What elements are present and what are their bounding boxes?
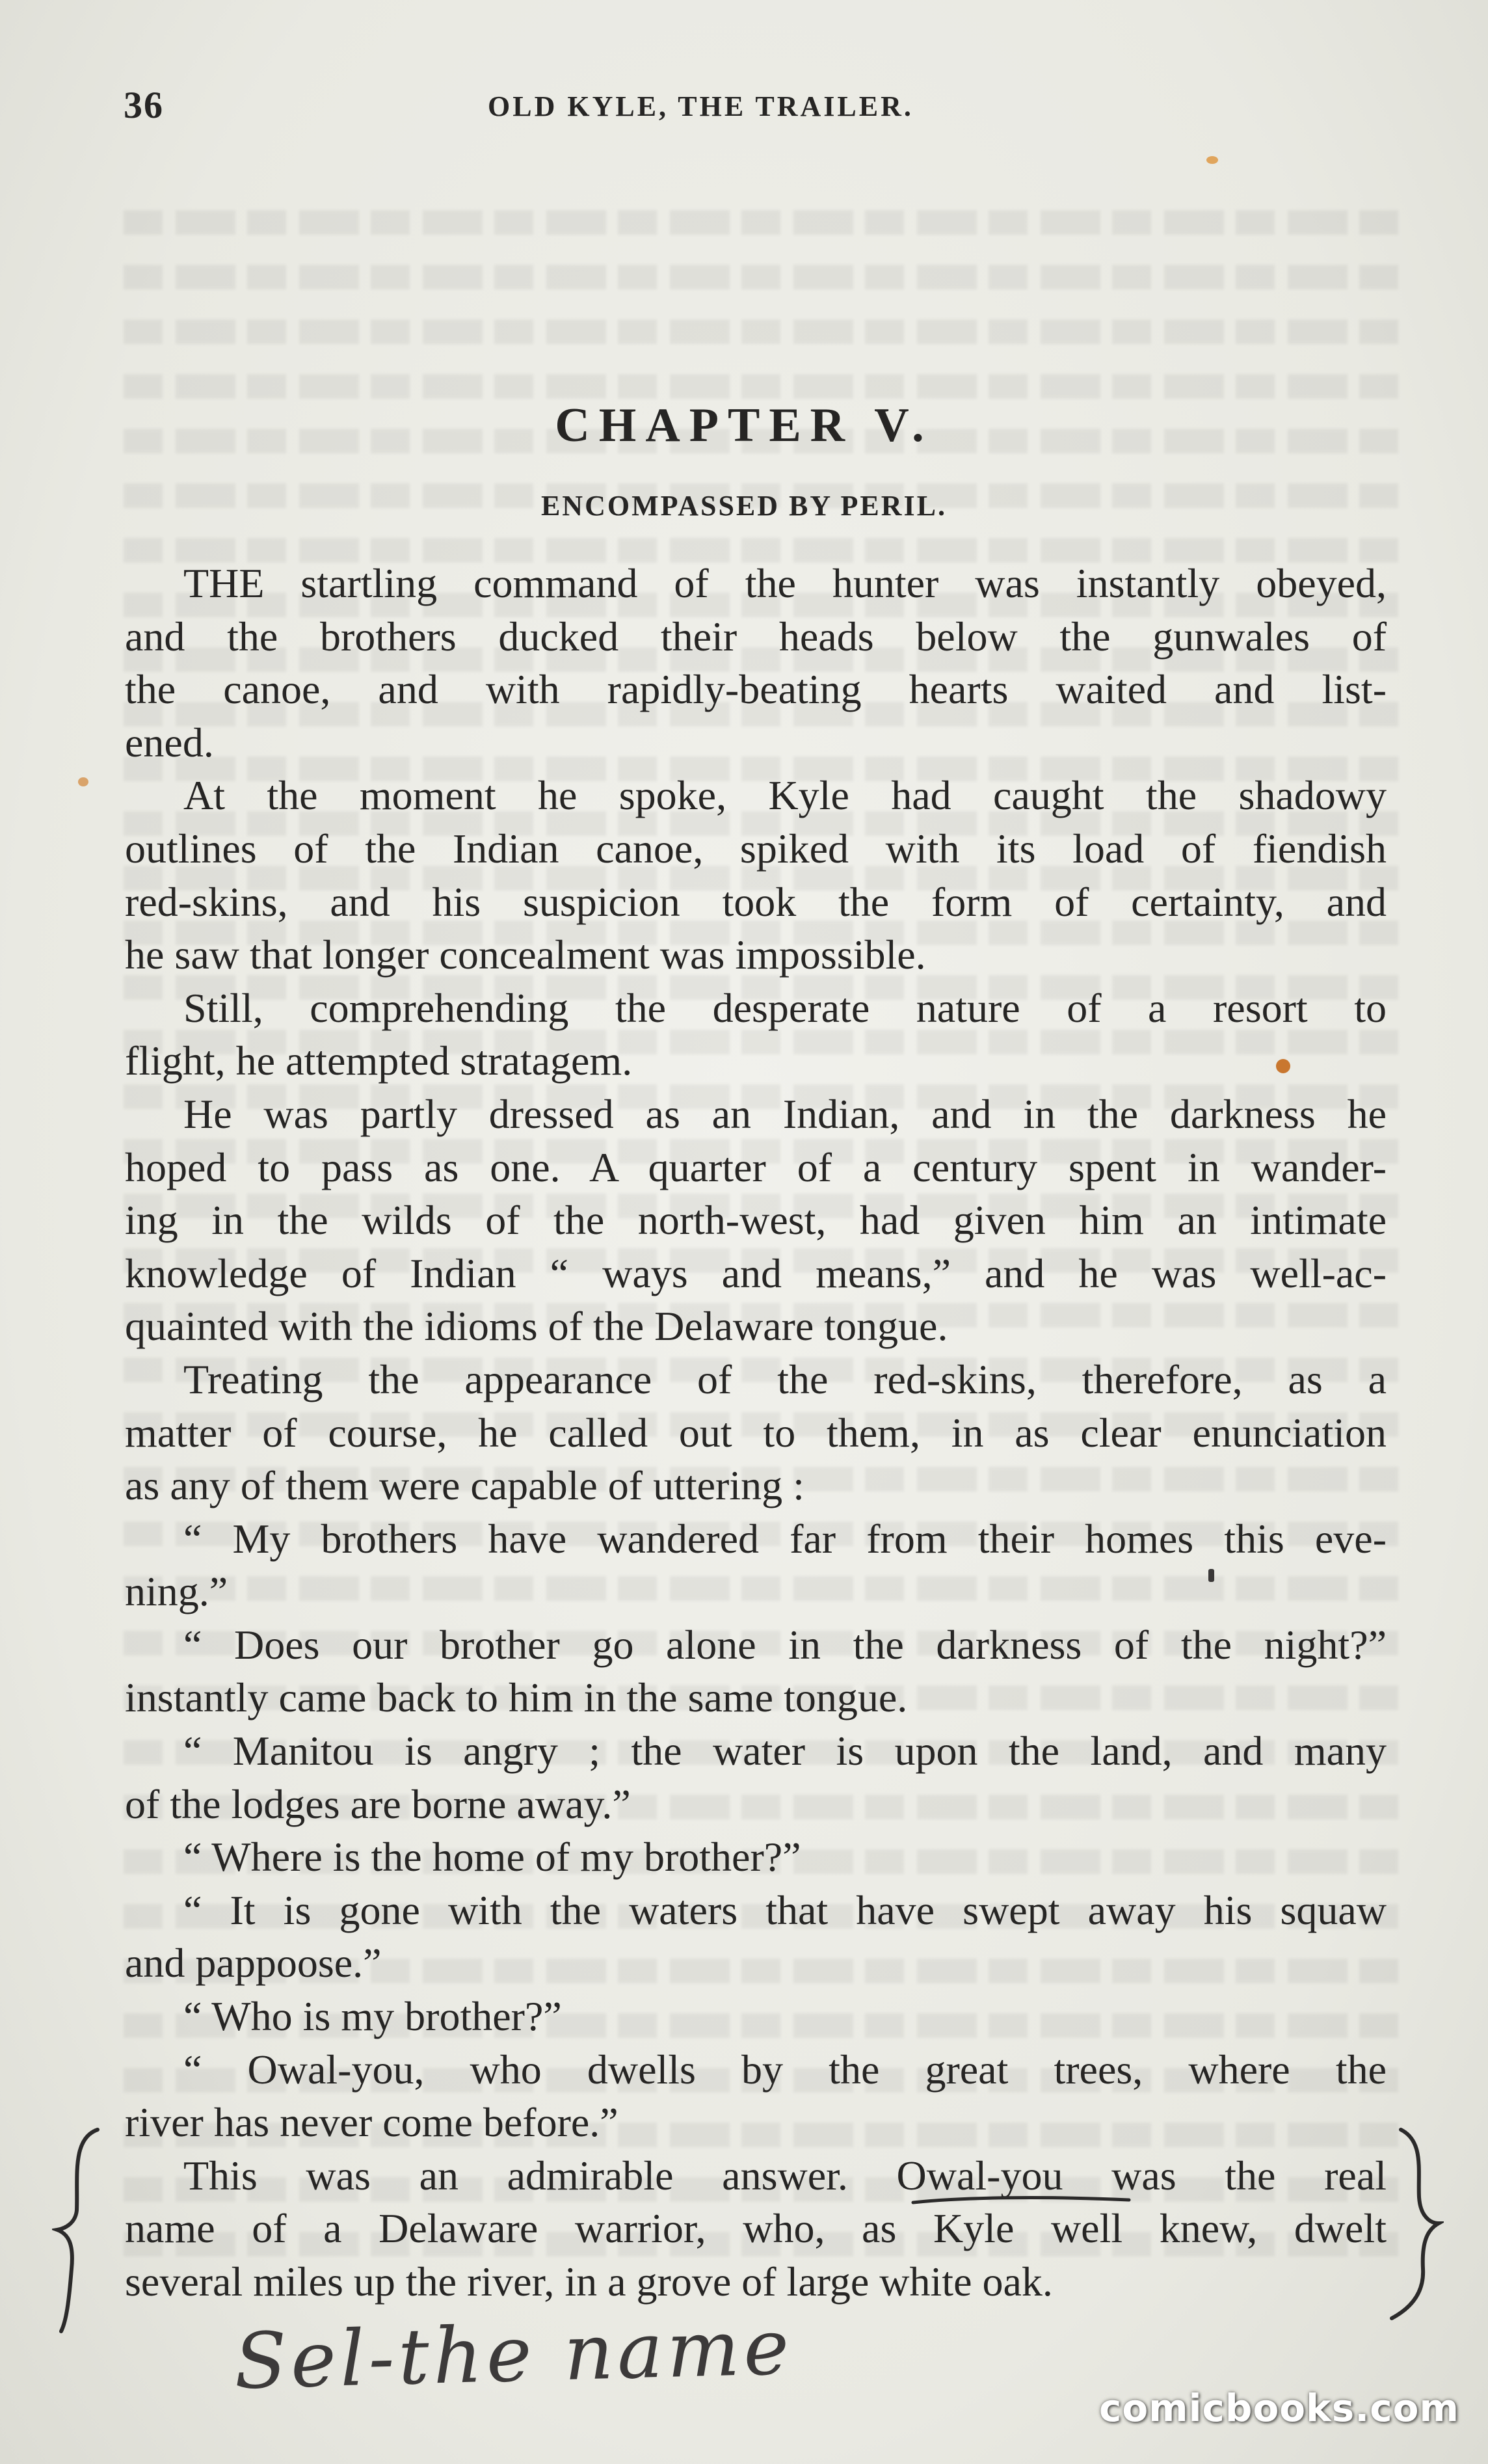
show-through-line xyxy=(124,374,1398,399)
text-line: matter of course, he called out to them, in as clear enunciation xyxy=(125,1409,1387,1456)
text-line: of the lodges are borne away.” xyxy=(125,1780,631,1827)
text-line: the canoe, and with rapidly-beating hearts waited and list- xyxy=(125,666,1387,713)
text-line: “ My brothers have wandered far from their homes this eve- xyxy=(183,1515,1387,1562)
text-line: ened. xyxy=(125,719,214,766)
chapter-title: CHAPTER V. xyxy=(555,399,933,452)
text-line: several miles up the river, in a grove of large white oak. xyxy=(125,2258,1053,2305)
text-line: hoped to pass as one. A quarter of a century spent in wander- xyxy=(125,1144,1387,1190)
body-text xyxy=(125,557,1387,2309)
text-line: and pappoose.” xyxy=(125,1940,382,1987)
text-line: Still, comprehending the desperate nature of a resort to xyxy=(183,984,1387,1031)
show-through-line xyxy=(124,319,1398,344)
paper-stain xyxy=(1208,1569,1214,1582)
page-header xyxy=(124,83,1359,135)
paper-stain xyxy=(1206,156,1218,164)
text-line: as any of them were capable of uttering : xyxy=(125,1462,804,1509)
text-line: river has never come before.” xyxy=(125,2099,618,2146)
text-line: “ Does our brother go alone in the darkness of the night?” xyxy=(183,1621,1387,1668)
text-line: knowledge of Indian “ ways and means,” and he was well-ac- xyxy=(125,1250,1387,1296)
running-head: OLD KYLE, THE TRAILER. xyxy=(488,90,914,122)
text-line: and the brothers ducked their heads below the gunwales of xyxy=(125,613,1387,660)
text-line: ning.” xyxy=(125,1568,228,1615)
paper-stain xyxy=(78,777,88,786)
text-line: instantly came back to him in the same tongue. xyxy=(125,1674,908,1721)
text-line: outlines of the Indian canoe, spiked with its load of fiendish xyxy=(125,825,1387,872)
text-line: ing in the wilds of the north-west, had given him an intimate xyxy=(125,1197,1387,1244)
text-line: THE startling command of the hunter was instantly obeyed, xyxy=(183,560,1387,606)
text-line: name of a Delaware warrior, who, as Kyle well knew, dwelt xyxy=(125,2205,1387,2252)
text-line: “ Owal-you, who dwells by the great trees, where the xyxy=(183,2046,1387,2093)
text-line: flight, he attempted stratagem. xyxy=(125,1038,633,1084)
text-line: he saw that longer concealment was impossible. xyxy=(125,931,926,978)
chapter-subtitle: ENCOMPASSED BY PERIL. xyxy=(540,490,948,522)
handwritten-underline-mark xyxy=(910,2191,1132,2210)
handwritten-right-brace-mark xyxy=(1385,2126,1444,2321)
show-through-line xyxy=(124,210,1398,235)
site-watermark: comicbooks.com xyxy=(1099,2386,1459,2430)
handwritten-left-brace-mark xyxy=(52,2126,111,2334)
paper-stain xyxy=(1276,1059,1290,1073)
text-line: Treating the appearance of the red-skins, therefore, as a xyxy=(183,1356,1387,1402)
text-line: “ Who is my brother?” xyxy=(183,1993,562,2040)
text-line: He was partly dressed as an Indian, and in the darkness he xyxy=(183,1090,1387,1137)
page-number: 36 xyxy=(124,84,164,126)
handwritten-note: Sel-the name xyxy=(233,2301,794,2407)
text-line: red-skins, and his suspicion took the form of certainty, and xyxy=(125,878,1387,925)
text-line: quainted with the idioms of the Delaware tongue. xyxy=(125,1303,948,1350)
text-line: At the moment he spoke, Kyle had caught the shadowy xyxy=(183,772,1387,819)
text-line: “ It is gone with the waters that have swept away his squaw xyxy=(183,1886,1387,1933)
show-through-line xyxy=(124,265,1398,289)
text-line: “ Where is the home of my brother?” xyxy=(183,1834,801,1881)
text-line: “ Manitou is angry ; the water is upon the land, and many xyxy=(183,1728,1387,1774)
text-line: This was an admirable answer. Owal-you was the real xyxy=(183,2152,1387,2199)
